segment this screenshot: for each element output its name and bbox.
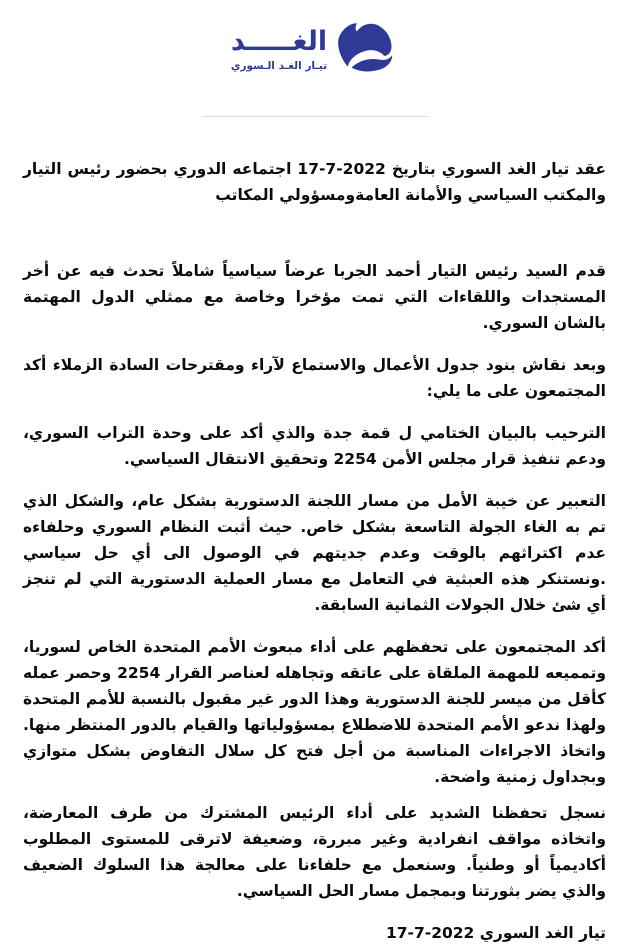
constitutional-committee-paragraph: التعبير عن خيبة الأمل من مسار اللجنة الدستورية بشكل عام، والشكل الذي تم به الغاء الجولة التاسعة بشكل خاص. حيث أثبت النظام السوري وحلفاءه عدم اكتراثهم بالوقت وعدم جديتهم في الوصول الى أي حل سياسي .ونستنكر هذه العبثية في التعامل مع مسار العملية الدستورية التي لم تنجز أي شئ خلال الجولات الثمانية السابقة. xyxy=(23,492,606,614)
logo-tagline: تيـار الغـد الـسوري xyxy=(230,60,328,72)
opening-paragraph: عقد تيار الغد السوري بتاريخ 2022-7-17 اجتماعه الدوري بحضور رئيس التيار والمكتب السياسي والأمانة العامةومسؤولي المكاتب xyxy=(23,160,606,204)
agenda-paragraph: وبعد نقاش بنود جدول الأعمال والاستماع لآراء ومقترحات السادة الزملاء أكد المجتمعون على ما يلي: xyxy=(23,356,606,400)
briefing-paragraph: قدم السيد رئيس التيار أحمد الجربا عرضاً سياسياً شاملاً تحدث فيه عن أخر المستجدات واللقاءات التي تمت مؤخرا وخاصة مع ممثلي الدول المهتمة بالشان السوري. xyxy=(23,262,606,332)
signature-line: تيار الغد السوري 2022-7-17 xyxy=(385,924,606,942)
logo xyxy=(0,16,629,74)
logo-text xyxy=(231,28,327,72)
jeddah-summit-paragraph: الترحيب بالبيان الختامي ل قمة جدة والذي أكد على وحدة التراب السوري، ودعم تنفيذ قرار مجلس الأمن 2254 وتحقيق الانتقال السياسي. xyxy=(23,424,606,468)
bird-icon xyxy=(334,16,398,74)
co-chair-paragraph: نسجل تحفظنا الشديد على أداء الرئيس المشترك من طرف المعارضة، واتخاذه مواقف انفرادية وغير مبررة، وضعيفة لاترقى للمستوى المطلوب أكاديمياً أو وطنياً. وسنعمل مع حلفاءنا على معالجة هذا السلوك الضعيف والذي يضر بثورتنا وبمجمل مسار الحل السياسي. xyxy=(23,804,606,900)
un-envoy-paragraph: أكد المجتمعون على تحفظهم على أداء مبعوث الأمم المتحدة الخاص لسوريا، وتمميعه للمهمة الملقاة على عاتقه وتجاهله لعناصر القرار 2254 وحصر عمله كأقل من ميسر للجنة الدستورية وهذا الدور غير مقبول بالنسبة للأمم المتحدة ولهذا ندعو الأمم المتحدة للاضطلاع بمسؤولياتها والقيام بالدور المنتظر منها. واتخاذ الاجراءات المناسبة من أجل فتح كل سلال التفاوض بشكل متوازي وبجداول زمنية واضحة. xyxy=(23,638,606,786)
statement-body xyxy=(23,146,606,946)
header-divider xyxy=(202,116,428,117)
logo-wordmark: الغـــــد xyxy=(230,26,328,57)
